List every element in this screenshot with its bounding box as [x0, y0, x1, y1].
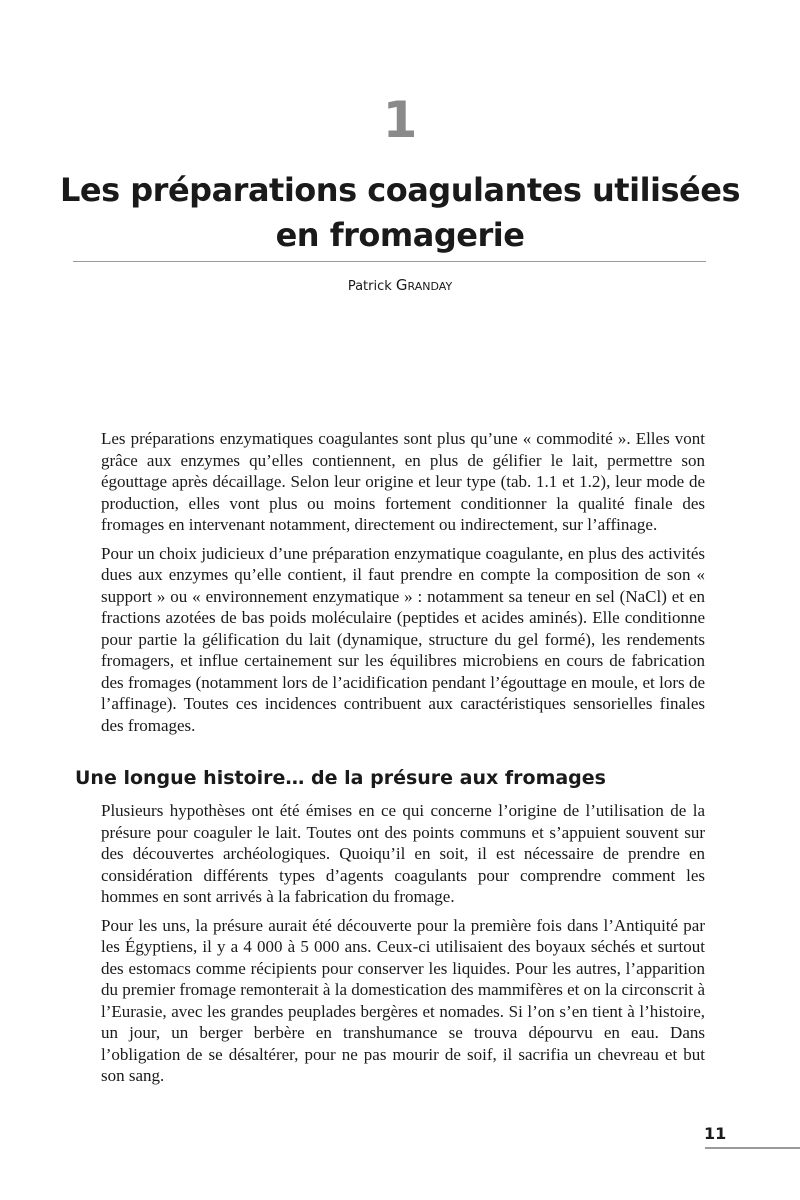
author	[0, 276, 800, 296]
intro-paragraph: Les préparations enzymatiques coagulantes sont plus qu’une « commodité ». Elles vont grâce aux enzymes qu’elles contiennent, en plus de gélifier le lait, permettre son égouttage après décaillage. Selon leur origine et leur type (tab. 1.1 et 1.2), leur mode de production, elles vont plus ou moins fortement conditionner la qualité finale des fromages en intervenant notamment, directement ou indirectement, sur l’affinage.	[101, 429, 705, 534]
title-divider	[73, 261, 706, 262]
footer-rule	[705, 1147, 800, 1149]
section-paragraph: Plusieurs hypothèses ont été émises en ce qui concerne l’origine de l’utilisation de la présure pour coaguler le lait. Toutes ont des points communs et s’appuient souvent sur des découvertes archéologiques. Quoiqu’il en soit, il est nécessaire de prendre en considération différents types d’agents coagulants pour comprendre comment les hommes en sont arrivés à la fabrication du fromage.	[101, 801, 705, 906]
author-last-name: Granday	[395, 276, 453, 294]
section-text	[101, 800, 705, 1094]
intro-paragraph: Pour un choix judicieux d’une préparation enzymatique coagulante, en plus des activités dues aux enzymes qu’elle contient, il faut prendre en compte la composition de son « support » ou « environnement enzymatique » : notamment sa teneur en sel (NaCl) et en fractions azotées de bas poids moléculaire (peptides et acides aminés). Elle conditionne pour partie la gélification du lait (dynamique, structure du gel formé), les rendements fromagers, et influe certainement sur les équilibres microbiens en cours de fabrication des fromages (notamment lors de l’acidification pendant l’égouttage en moule, et lors de l’affinage). Toutes ces incidences contribuent aux caractéristiques sensorielles finales des fromages.	[101, 543, 705, 735]
section-heading: Une longue histoire… de la présure aux fromages	[75, 767, 606, 789]
section-paragraph: Pour les uns, la présure aurait été découverte pour la première fois dans l’Antiquité par les Égyptiens, il y a 4 000 à 5 000 ans. Ceux-ci utilisaient des boyaux séchés et surtout des estomacs comme récipients pour conserver les liquides. Pour les autres, l’apparition du premier fromage remonterait à la domestication des mammifères et on la circonscrit à l’Eurasie, avec les grandes peuplades bergères et nomades. Si l’on s’en tient à l’histoire, un jour, un berger berbère en transhumance se trouva dépourvu en eau. Dans l’obligation de se désaltérer, pour ne pas mourir de soif, il sacrifia un chevreau et but son sang.	[101, 915, 705, 1085]
chapter-number: 1	[382, 91, 418, 149]
chapter-title: Les préparations coagulantes utilisées en fromagerie	[59, 171, 740, 254]
intro-text	[101, 428, 705, 743]
author-first-name: Patrick	[347, 279, 392, 294]
page-number: 11	[704, 1124, 727, 1143]
